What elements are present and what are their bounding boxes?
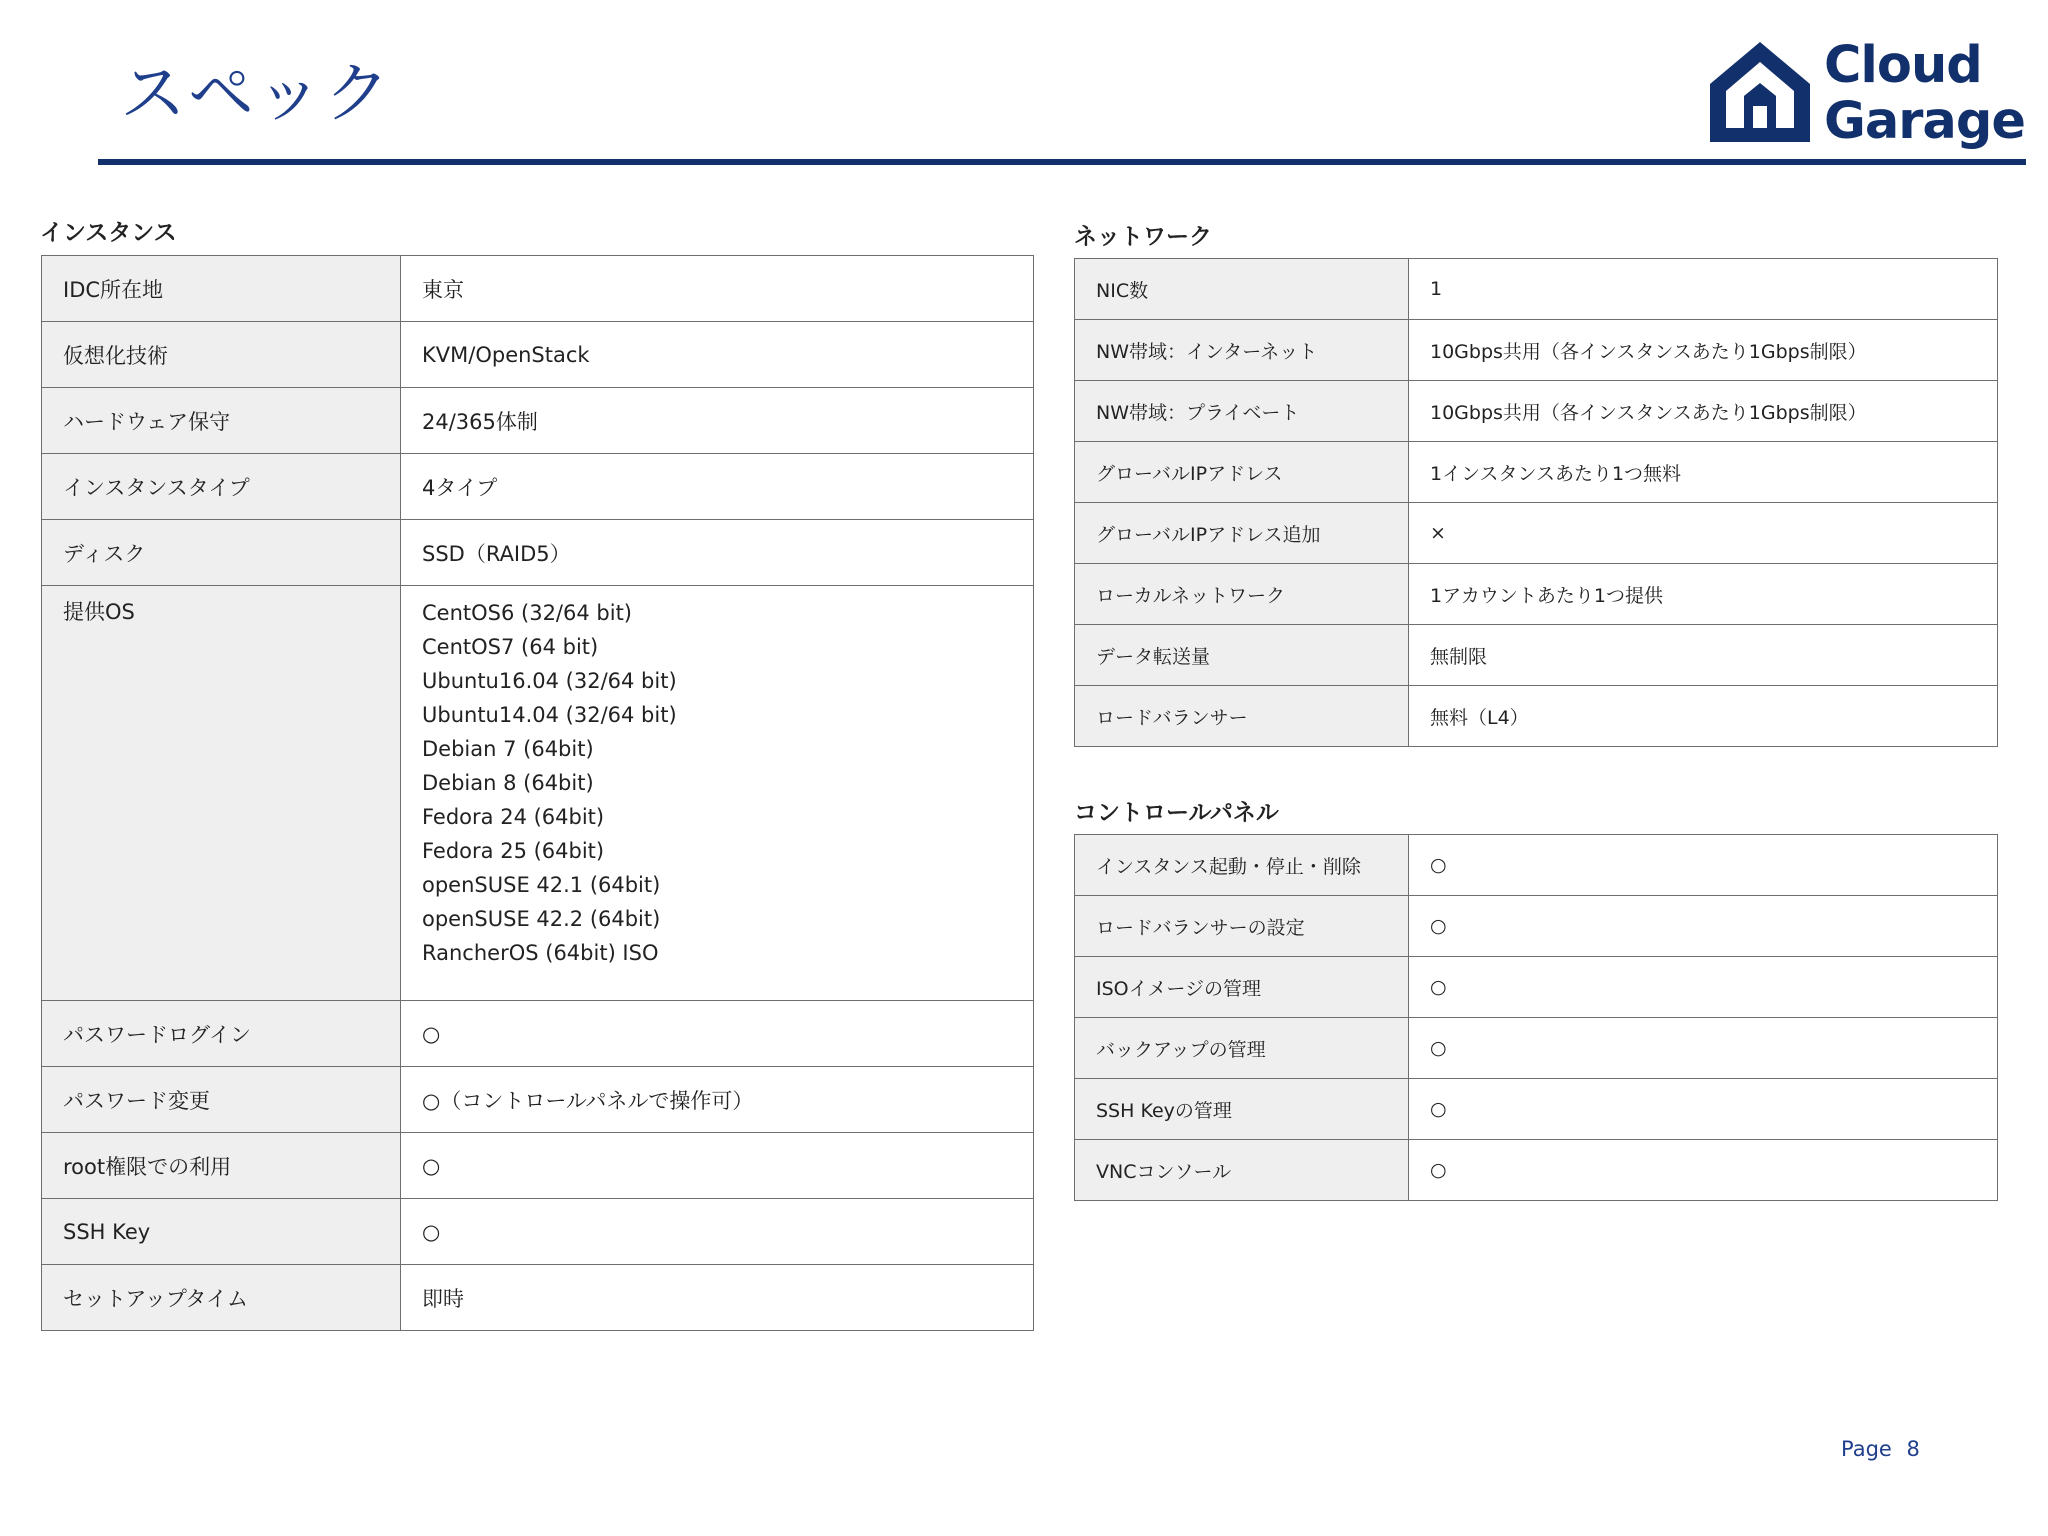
- spec-key: ロードバランサーの設定: [1075, 896, 1409, 957]
- spec-value: 東京: [401, 256, 1034, 322]
- list-item: openSUSE 42.1 (64bit): [422, 873, 661, 897]
- spec-key: セットアップタイム: [42, 1265, 401, 1331]
- spec-key: ディスク: [42, 520, 401, 586]
- cloud-garage-logo: [1706, 36, 2036, 156]
- spec-value: 1: [1409, 259, 1998, 320]
- spec-key: 仮想化技術: [42, 322, 401, 388]
- spec-value: 10Gbps共用（各インスタンスあたり1Gbps制限）: [1409, 320, 1998, 381]
- network-heading: ネットワーク: [1074, 224, 1212, 250]
- os-list-cell: [401, 586, 1034, 1001]
- spec-key: グローバルIPアドレス追加: [1075, 503, 1409, 564]
- spec-value: ○: [401, 1133, 1034, 1199]
- list-item: Fedora 24 (64bit): [422, 805, 605, 829]
- spec-key: VNCコンソール: [1075, 1140, 1409, 1201]
- table-row: [1075, 896, 1998, 957]
- spec-key: ロードバランサー: [1075, 686, 1409, 747]
- spec-key: パスワード変更: [42, 1067, 401, 1133]
- table-row: [42, 520, 1034, 586]
- spec-value: 無料（L4）: [1409, 686, 1998, 747]
- spec-value: ○: [1409, 835, 1998, 896]
- page-label: Page: [1841, 1437, 1892, 1461]
- table-row: [42, 1199, 1034, 1265]
- spec-value: 無制限: [1409, 625, 1998, 686]
- logo-line2: Garage: [1824, 92, 2025, 151]
- network-spec-table: [1074, 258, 1998, 747]
- spec-value: 即時: [401, 1265, 1034, 1331]
- table-row: [42, 1265, 1034, 1331]
- table-row: [1075, 320, 1998, 381]
- table-row: [1075, 1079, 1998, 1140]
- table-row: [1075, 442, 1998, 503]
- page-number-footer: [1841, 1437, 1920, 1461]
- table-row: [1075, 625, 1998, 686]
- spec-value: ○: [1409, 896, 1998, 957]
- spec-key: ハードウェア保守: [42, 388, 401, 454]
- table-row: [1075, 1018, 1998, 1079]
- spec-value: 10Gbps共用（各インスタンスあたり1Gbps制限）: [1409, 381, 1998, 442]
- logo-line1: Cloud: [1824, 36, 1982, 95]
- table-row: [42, 454, 1034, 520]
- spec-key: グローバルIPアドレス: [1075, 442, 1409, 503]
- spec-key: パスワードログイン: [42, 1001, 401, 1067]
- os-list: [422, 596, 1033, 970]
- house-logo-icon: [1706, 36, 1818, 146]
- spec-key: ローカルネットワーク: [1075, 564, 1409, 625]
- spec-key: インスタンスタイプ: [42, 454, 401, 520]
- table-row: [1075, 381, 1998, 442]
- spec-key: ISOイメージの管理: [1075, 957, 1409, 1018]
- spec-key: SSH Keyの管理: [1075, 1079, 1409, 1140]
- instance-heading: インスタンス: [40, 220, 177, 246]
- spec-value: SSD（RAID5）: [401, 520, 1034, 586]
- table-row: [1075, 1140, 1998, 1201]
- spec-key: データ転送量: [1075, 625, 1409, 686]
- spec-value: ○: [401, 1001, 1034, 1067]
- spec-key: root権限での利用: [42, 1133, 401, 1199]
- spec-value: ×: [1409, 503, 1998, 564]
- table-row: [1075, 957, 1998, 1018]
- spec-value: ○: [1409, 1140, 1998, 1201]
- spec-key: NIC数: [1075, 259, 1409, 320]
- spec-value: ○: [1409, 957, 1998, 1018]
- spec-key: SSH Key: [42, 1199, 401, 1265]
- list-item: CentOS7 (64 bit): [422, 635, 599, 659]
- table-row: [42, 388, 1034, 454]
- logo-wordmark: [1824, 38, 2025, 150]
- list-item: openSUSE 42.2 (64bit): [422, 907, 661, 931]
- spec-value: ○: [1409, 1079, 1998, 1140]
- table-row: [1075, 259, 1998, 320]
- list-item: Fedora 25 (64bit): [422, 839, 605, 863]
- table-row: [1075, 503, 1998, 564]
- spec-key: IDC所在地: [42, 256, 401, 322]
- control-panel-heading: コントロールパネル: [1074, 800, 1279, 826]
- table-row: [1075, 686, 1998, 747]
- spec-key: NW帯域：プライベート: [1075, 381, 1409, 442]
- spec-key: NW帯域：インターネット: [1075, 320, 1409, 381]
- list-item: Ubuntu16.04 (32/64 bit): [422, 669, 677, 693]
- table-row: [42, 256, 1034, 322]
- table-row: [1075, 564, 1998, 625]
- spec-value: KVM/OpenStack: [401, 322, 1034, 388]
- table-row: [42, 1001, 1034, 1067]
- spec-value: ○（コントロールパネルで操作可）: [401, 1067, 1034, 1133]
- spec-key: インスタンス起動・停止・削除: [1075, 835, 1409, 896]
- list-item: Debian 7 (64bit): [422, 737, 594, 761]
- spec-key: 提供OS: [42, 586, 401, 1001]
- instance-spec-table: [41, 255, 1034, 1331]
- table-row: [1075, 835, 1998, 896]
- spec-value: 4タイプ: [401, 454, 1034, 520]
- page-title: スペック: [120, 55, 392, 132]
- table-row: [42, 1133, 1034, 1199]
- list-item: RancherOS (64bit) ISO: [422, 941, 659, 965]
- list-item: CentOS6 (32/64 bit): [422, 601, 632, 625]
- spec-value: ○: [401, 1199, 1034, 1265]
- list-item: Ubuntu14.04 (32/64 bit): [422, 703, 677, 727]
- table-row: [42, 1067, 1034, 1133]
- list-item: Debian 8 (64bit): [422, 771, 594, 795]
- spec-value: 1インスタンスあたり1つ無料: [1409, 442, 1998, 503]
- page-number: 8: [1906, 1437, 1920, 1461]
- spec-value: 24/365体制: [401, 388, 1034, 454]
- table-row: [42, 586, 1034, 1001]
- spec-value: 1アカウントあたり1つ提供: [1409, 564, 1998, 625]
- spec-key: バックアップの管理: [1075, 1018, 1409, 1079]
- title-divider: [98, 159, 2026, 165]
- table-row: [42, 322, 1034, 388]
- control-panel-spec-table: [1074, 834, 1998, 1201]
- spec-value: ○: [1409, 1018, 1998, 1079]
